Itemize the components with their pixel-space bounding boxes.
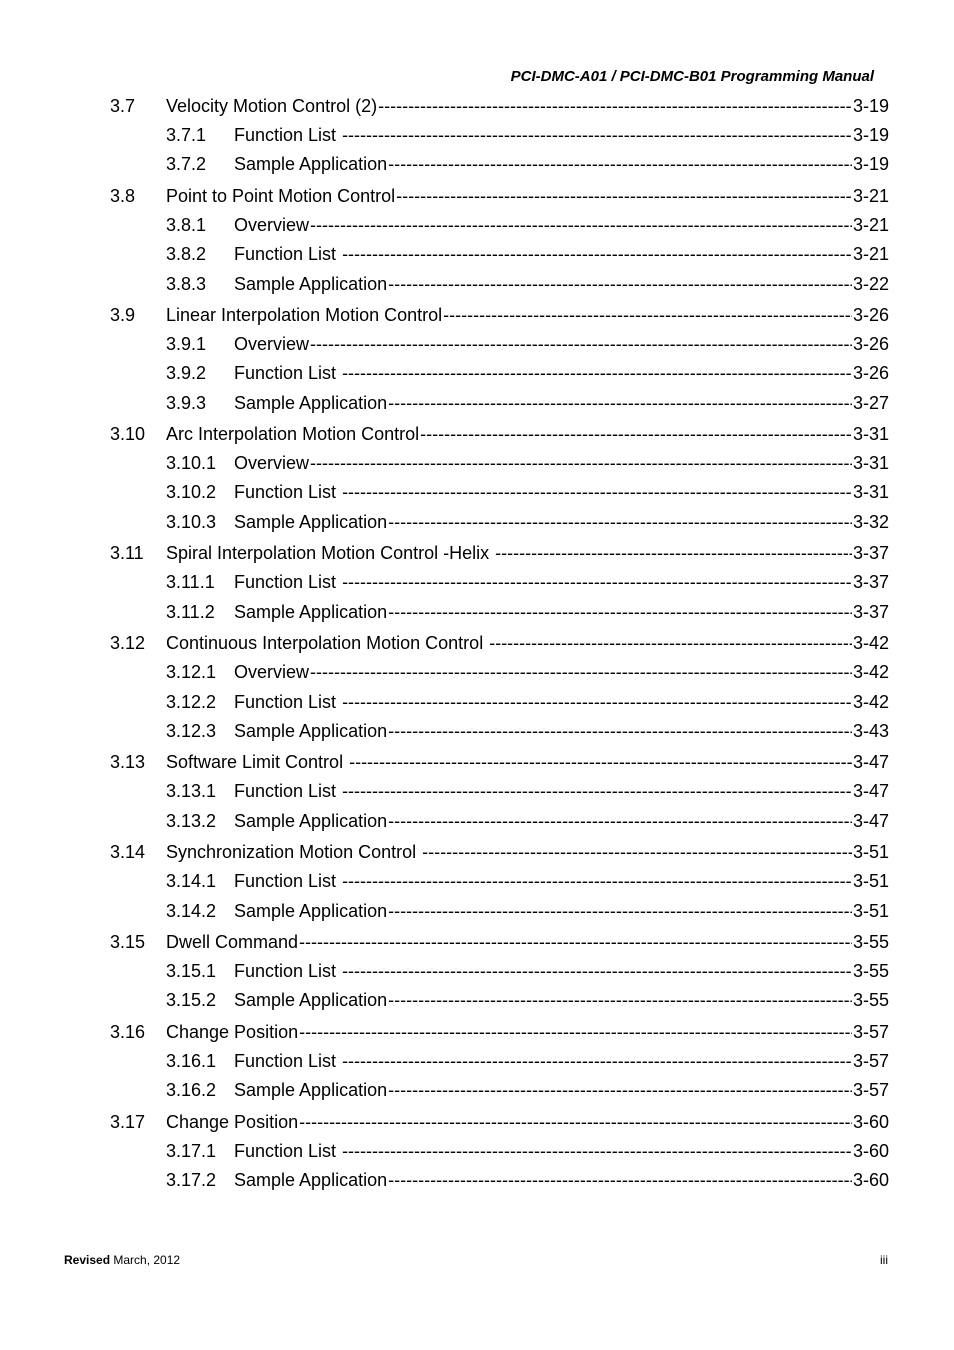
toc-entry-number: 3.12 (110, 633, 146, 653)
toc-entry-title: Overview (234, 334, 310, 354)
toc-dot-leader (388, 899, 852, 923)
toc-entry-number: 3.13 (110, 752, 146, 772)
toc-entry-page: 3-37 (852, 543, 889, 563)
toc-entry-number: 3.15.1 (166, 961, 217, 981)
toc-entry-number: 3.7 (110, 96, 136, 116)
toc-entry-page: 3-47 (852, 752, 889, 772)
toc-entry-number: 3.12.3 (166, 721, 217, 741)
toc-entry-number: 3.11.1 (166, 572, 215, 592)
toc-entry-number: 3.16.2 (166, 1080, 217, 1100)
toc-entry-page: 3-19 (852, 154, 889, 174)
toc-entry-title: Sample Application (234, 811, 388, 831)
toc-subsection-entry[interactable] (0, 1078, 954, 1102)
toc-dot-leader (388, 391, 852, 415)
toc-dot-leader (495, 541, 852, 565)
toc-section-entry[interactable] (0, 930, 954, 954)
toc-subsection-entry[interactable] (0, 988, 954, 1012)
toc-entry-title: Overview (234, 215, 310, 235)
toc-entry-page: 3-42 (852, 633, 889, 653)
toc-entry-page: 3-51 (852, 901, 889, 921)
toc-entry-page: 3-31 (852, 424, 889, 444)
toc-dot-leader (342, 480, 852, 504)
toc-entry-number: 3.8.2 (166, 244, 207, 264)
toc-dot-leader (388, 988, 852, 1012)
toc-entry-page: 3-21 (852, 186, 889, 206)
toc-entry-title: Synchronization Motion Control (166, 842, 422, 862)
toc-entry-page: 3-60 (852, 1170, 889, 1190)
toc-entry-title: Velocity Motion Control (2) (166, 96, 378, 116)
toc-entry-title: Point to Point Motion Control (166, 186, 396, 206)
toc-entry-page: 3-22 (852, 274, 889, 294)
toc-entry-title: Sample Application (234, 602, 388, 622)
toc-subsection-entry[interactable] (0, 123, 954, 147)
toc-entry-number: 3.14 (110, 842, 146, 862)
toc-dot-leader (342, 570, 852, 594)
toc-dot-leader (310, 451, 852, 475)
toc-subsection-entry[interactable] (0, 570, 954, 594)
toc-dot-leader (388, 1168, 852, 1192)
toc-dot-leader (310, 660, 852, 684)
toc-entry-page: 3-51 (852, 842, 889, 862)
toc-entry-number: 3.17.1 (166, 1141, 217, 1161)
toc-dot-leader (388, 600, 852, 624)
toc-subsection-entry[interactable] (0, 1049, 954, 1073)
toc-subsection-entry[interactable] (0, 600, 954, 624)
toc-entry-title: Function List (234, 482, 342, 502)
toc-entry-number: 3.10.1 (166, 453, 217, 473)
footer-revised-label: Revised (64, 1253, 111, 1267)
toc-section-entry[interactable] (0, 1020, 954, 1044)
toc-entry-title: Spiral Interpolation Motion Control -Helix (166, 543, 495, 563)
toc-entry-page: 3-57 (852, 1022, 889, 1042)
toc-entry-number: 3.10.2 (166, 482, 217, 502)
toc-subsection-entry[interactable] (0, 510, 954, 534)
toc-entry-title: Sample Application (234, 512, 388, 532)
toc-entry-number: 3.9 (110, 305, 136, 325)
toc-entry-number: 3.14.2 (166, 901, 217, 921)
toc-entry-page: 3-55 (852, 961, 889, 981)
toc-dot-leader (388, 719, 852, 743)
toc-section-entry[interactable] (0, 840, 954, 864)
toc-entry-number: 3.13.2 (166, 811, 217, 831)
toc-entry-title: Sample Application (234, 1170, 388, 1190)
toc-entry-number: 3.10 (110, 424, 146, 444)
toc-entry-title: Sample Application (234, 393, 388, 413)
toc-subsection-entry[interactable] (0, 660, 954, 684)
toc-entry-title: Function List (234, 244, 342, 264)
toc-entry-title: Sample Application (234, 721, 388, 741)
toc-entry-title: Software Limit Control (166, 752, 349, 772)
toc-dot-leader (396, 184, 852, 208)
toc-entry-page: 3-21 (852, 244, 889, 264)
toc-entry-title: Function List (234, 1141, 342, 1161)
toc-entry-number: 3.15.2 (166, 990, 217, 1010)
toc-section-entry[interactable] (0, 541, 954, 565)
toc-entry-page: 3-19 (852, 96, 889, 116)
toc-entry-title: Sample Application (234, 901, 388, 921)
toc-dot-leader (342, 123, 852, 147)
toc-entry-title: Function List (234, 363, 342, 383)
toc-entry-page: 3-43 (852, 721, 889, 741)
toc-entry-title: Function List (234, 961, 342, 981)
toc-subsection-entry[interactable] (0, 869, 954, 893)
toc-subsection-entry[interactable] (0, 361, 954, 385)
toc-entry-page: 3-37 (852, 572, 889, 592)
toc-dot-leader (342, 1139, 852, 1163)
toc-subsection-entry[interactable] (0, 959, 954, 983)
toc-entry-number: 3.8 (110, 186, 136, 206)
toc-dot-leader (489, 631, 852, 655)
toc-subsection-entry[interactable] (0, 809, 954, 833)
toc-entry-number: 3.16.1 (166, 1051, 217, 1071)
toc-entry-title: Continuous Interpolation Motion Control (166, 633, 489, 653)
toc-entry-number: 3.8.1 (166, 215, 207, 235)
toc-entry-page: 3-19 (852, 125, 889, 145)
toc-entry-page: 3-60 (852, 1112, 889, 1132)
toc-entry-number: 3.9.3 (166, 393, 207, 413)
toc-entry-number: 3.15 (110, 932, 146, 952)
toc-entry-title: Dwell Command (166, 932, 299, 952)
toc-entry-page: 3-47 (852, 811, 889, 831)
toc-entry-number: 3.14.1 (166, 871, 217, 891)
toc-entry-page: 3-47 (852, 781, 889, 801)
toc-subsection-entry[interactable] (0, 779, 954, 803)
toc-dot-leader (422, 840, 852, 864)
toc-dot-leader (310, 332, 852, 356)
toc-section-entry[interactable] (0, 1110, 954, 1134)
toc-subsection-entry[interactable] (0, 213, 954, 237)
toc-subsection-entry[interactable] (0, 272, 954, 296)
toc-entry-title: Change Position (166, 1112, 299, 1132)
toc-entry-title: Overview (234, 453, 310, 473)
toc-subsection-entry[interactable] (0, 1168, 954, 1192)
toc-dot-leader (342, 361, 852, 385)
toc-entry-number: 3.17 (110, 1112, 146, 1132)
toc-dot-leader (342, 1049, 852, 1073)
toc-entry-page: 3-32 (852, 512, 889, 532)
toc-dot-leader (299, 930, 852, 954)
toc-section-entry[interactable] (0, 422, 954, 446)
toc-dot-leader (378, 94, 852, 118)
toc-entry-page: 3-37 (852, 602, 889, 622)
toc-entry-title: Linear Interpolation Motion Control (166, 305, 443, 325)
toc-entry-number: 3.8.3 (166, 274, 207, 294)
toc-dot-leader (342, 242, 852, 266)
toc-entry-page: 3-26 (852, 305, 889, 325)
toc-section-entry[interactable] (0, 750, 954, 774)
toc-entry-number: 3.10.3 (166, 512, 217, 532)
toc-entry-title: Function List (234, 871, 342, 891)
toc-entry-title: Function List (234, 125, 342, 145)
toc-entry-title: Function List (234, 572, 342, 592)
toc-entry-page: 3-57 (852, 1051, 889, 1071)
toc-entry-title: Function List (234, 692, 342, 712)
toc-entry-number: 3.16 (110, 1022, 146, 1042)
toc-entry-title: Sample Application (234, 990, 388, 1010)
toc-entry-page: 3-55 (852, 990, 889, 1010)
running-header: PCI-DMC-A01 / PCI-DMC-B01 Programming Manual (510, 68, 874, 85)
toc-section-entry[interactable] (0, 631, 954, 655)
toc-entry-title: Sample Application (234, 154, 388, 174)
toc-entry-page: 3-42 (852, 662, 889, 682)
footer-page-number: iii (880, 1253, 888, 1267)
toc-entry-page: 3-57 (852, 1080, 889, 1100)
toc-entry-page: 3-60 (852, 1141, 889, 1161)
toc-entry-page: 3-42 (852, 692, 889, 712)
toc-entry-number: 3.12.2 (166, 692, 217, 712)
toc-entry-title: Change Position (166, 1022, 299, 1042)
toc-subsection-entry[interactable] (0, 480, 954, 504)
toc-entry-page: 3-26 (852, 334, 889, 354)
toc-section-entry[interactable] (0, 94, 954, 118)
toc-entry-title: Overview (234, 662, 310, 682)
toc-entry-number: 3.17.2 (166, 1170, 217, 1190)
toc-entry-number: 3.11 (110, 543, 144, 563)
toc-subsection-entry[interactable] (0, 899, 954, 923)
toc-subsection-entry[interactable] (0, 451, 954, 475)
toc-entry-title: Function List (234, 781, 342, 801)
toc-dot-leader (310, 213, 852, 237)
toc-dot-leader (342, 690, 852, 714)
toc-entry-title: Function List (234, 1051, 342, 1071)
toc-entry-number: 3.12.1 (166, 662, 217, 682)
toc-entry-number: 3.7.2 (166, 154, 207, 174)
toc-dot-leader (388, 1078, 852, 1102)
toc-entry-page: 3-21 (852, 215, 889, 235)
toc-entry-page: 3-31 (852, 453, 889, 473)
toc-subsection-entry[interactable] (0, 152, 954, 176)
toc-entry-page: 3-27 (852, 393, 889, 413)
toc-subsection-entry[interactable] (0, 391, 954, 415)
toc-entry-title: Sample Application (234, 274, 388, 294)
toc-dot-leader (388, 152, 852, 176)
toc-dot-leader (342, 959, 852, 983)
toc-entry-page: 3-55 (852, 932, 889, 952)
toc-entry-title: Arc Interpolation Motion Control (166, 424, 420, 444)
toc-subsection-entry[interactable] (0, 719, 954, 743)
toc-entry-page: 3-31 (852, 482, 889, 502)
toc-dot-leader (299, 1020, 852, 1044)
toc-entry-page: 3-26 (852, 363, 889, 383)
toc-dot-leader (342, 779, 852, 803)
toc-dot-leader (443, 303, 852, 327)
toc-subsection-entry[interactable] (0, 332, 954, 356)
toc-entry-page: 3-51 (852, 871, 889, 891)
toc-entry-number: 3.13.1 (166, 781, 217, 801)
toc-entry-number: 3.9.2 (166, 363, 207, 383)
toc-dot-leader (299, 1110, 852, 1134)
toc-dot-leader (388, 809, 852, 833)
toc-entry-number: 3.7.1 (166, 125, 207, 145)
toc-entry-number: 3.9.1 (166, 334, 207, 354)
toc-entry-number: 3.11.2 (166, 602, 215, 622)
footer-revision (64, 1253, 180, 1267)
toc-entry-title: Sample Application (234, 1080, 388, 1100)
toc-dot-leader (342, 869, 852, 893)
toc-dot-leader (388, 272, 852, 296)
toc-subsection-entry[interactable] (0, 242, 954, 266)
footer-date: March, 2012 (113, 1253, 181, 1267)
toc-section-entry[interactable] (0, 303, 954, 327)
toc-dot-leader (349, 750, 852, 774)
toc-dot-leader (420, 422, 852, 446)
toc-subsection-entry[interactable] (0, 1139, 954, 1163)
toc-section-entry[interactable] (0, 184, 954, 208)
toc-subsection-entry[interactable] (0, 690, 954, 714)
toc-dot-leader (388, 510, 852, 534)
